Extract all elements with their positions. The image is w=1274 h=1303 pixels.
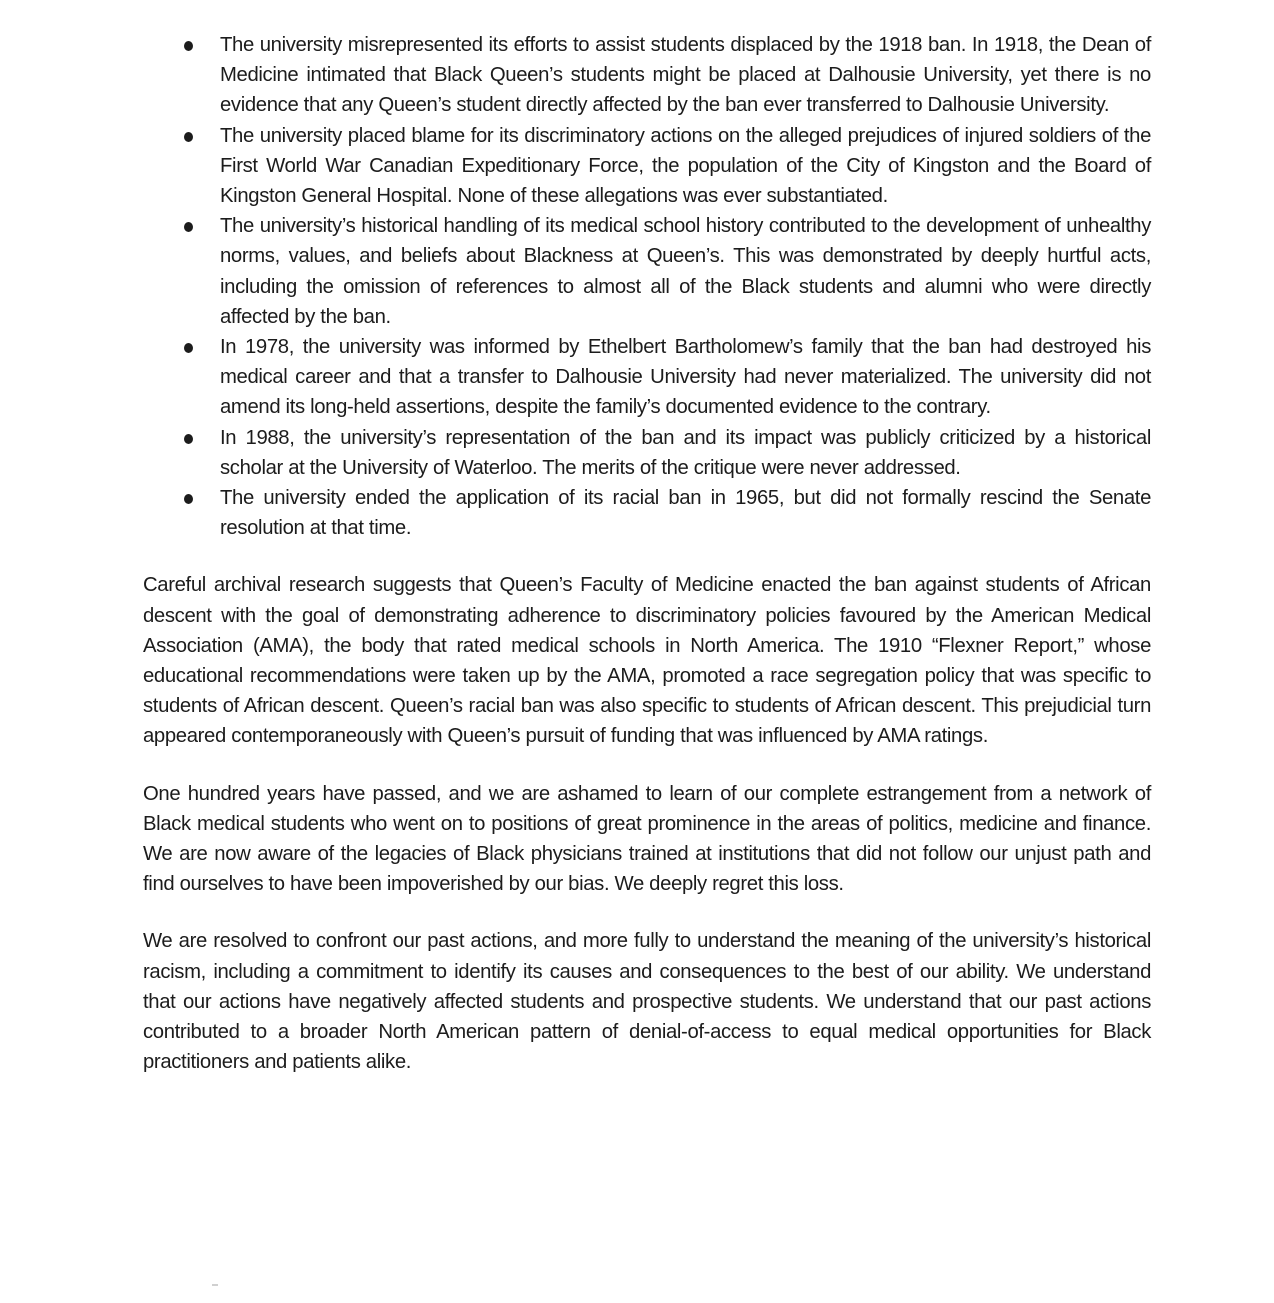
paragraph-hundred-years: One hundred years have passed, and we are ashamed to learn of our complete estrangement from a network of Black medical students who went on to positions of great prominence in the areas of politics, medicine and finance. We are now aware of the legacies of Black physicians trained at institutions that did not follow our unjust path and find ourselves to have been impoverished by our bias. We deeply regret this loss. <box>143 782 1151 896</box>
list-item <box>143 332 1151 423</box>
bullet-icon <box>184 434 193 444</box>
list-item <box>143 30 1151 121</box>
scan-artifact <box>212 1284 218 1286</box>
bullet-text: The university placed blame for its discriminatory actions on the alleged prejudices of injured soldiers of the First World War Canadian Expeditionary Force, the population of the City of Kingston and the Board of Kingston General Hospital. None of these allegations was ever substantiated. <box>220 124 1151 208</box>
paragraph-resolution: We are resolved to confront our past actions, and more fully to understand the meaning of the university’s historical racism, including a commitment to identify its causes and consequences to the best of our ability. We understand that our actions have negatively affected students and prospective students. We understand that our past actions contributed to a broader North American pattern of denial-of-access to equal medical opportunities for Black practitioners and patients alike. <box>143 930 1151 1074</box>
bullet-icon <box>184 222 193 232</box>
list-item <box>143 483 1151 543</box>
list-item <box>143 423 1151 483</box>
bullet-icon <box>184 494 193 504</box>
paragraph-archival-research: Careful archival research suggests that Queen’s Faculty of Medicine enacted the ban against students of African descent with the goal of demonstrating adherence to discriminatory policies favoured by the American Medical Association (AMA), the body that rated medical schools in North America. The 1910 “Flexner Report,” whose educational recommendations were taken up by the AMA, promoted a race segregation policy that was specific to students of African descent. Queen’s racial ban was also specific to students of African descent. This prejudicial turn appeared contemporaneously with Queen’s pursuit of funding that was influenced by AMA ratings. <box>143 574 1151 748</box>
list-item <box>143 121 1151 212</box>
bullet-text: In 1978, the university was informed by Ethelbert Bartholomew’s family that the ban had destroyed his medical career and that a transfer to Dalhousie University had never materialized. The university did not amend its long-held assertions, despite the family’s documented evidence to the contrary. <box>220 336 1151 419</box>
findings-list <box>143 30 1151 543</box>
bullet-text: In 1988, the university’s representation of the ban and its impact was publicly criticized by a historical scholar at the University of Waterloo. The merits of the critique were never addressed. <box>220 426 1151 479</box>
bullet-text: The university’s historical handling of its medical school history contributed to the development of unhealthy norms, values, and beliefs about Blackness at Queen’s. This was demonstrated by deeply hurtful acts, including the omission of references to almost all of the Black students and alumni who were directly affected by the ban. <box>220 215 1151 328</box>
document-page <box>143 30 1151 1078</box>
bullet-icon <box>184 132 193 142</box>
list-item <box>143 211 1151 332</box>
bullet-icon <box>184 343 193 353</box>
bullet-text: The university ended the application of its racial ban in 1965, but did not formally rescind the Senate resolution at that time. <box>220 487 1151 540</box>
bullet-text: The university misrepresented its efforts to assist students displaced by the 1918 ban. In 1918, the Dean of Medicine intimated that Black Queen’s students might be placed at Dalhousie University, yet there is no evidence that any Queen’s student directly affected by the ban ever transferred to Dalhousie University. <box>220 34 1151 117</box>
bullet-icon <box>184 41 193 51</box>
